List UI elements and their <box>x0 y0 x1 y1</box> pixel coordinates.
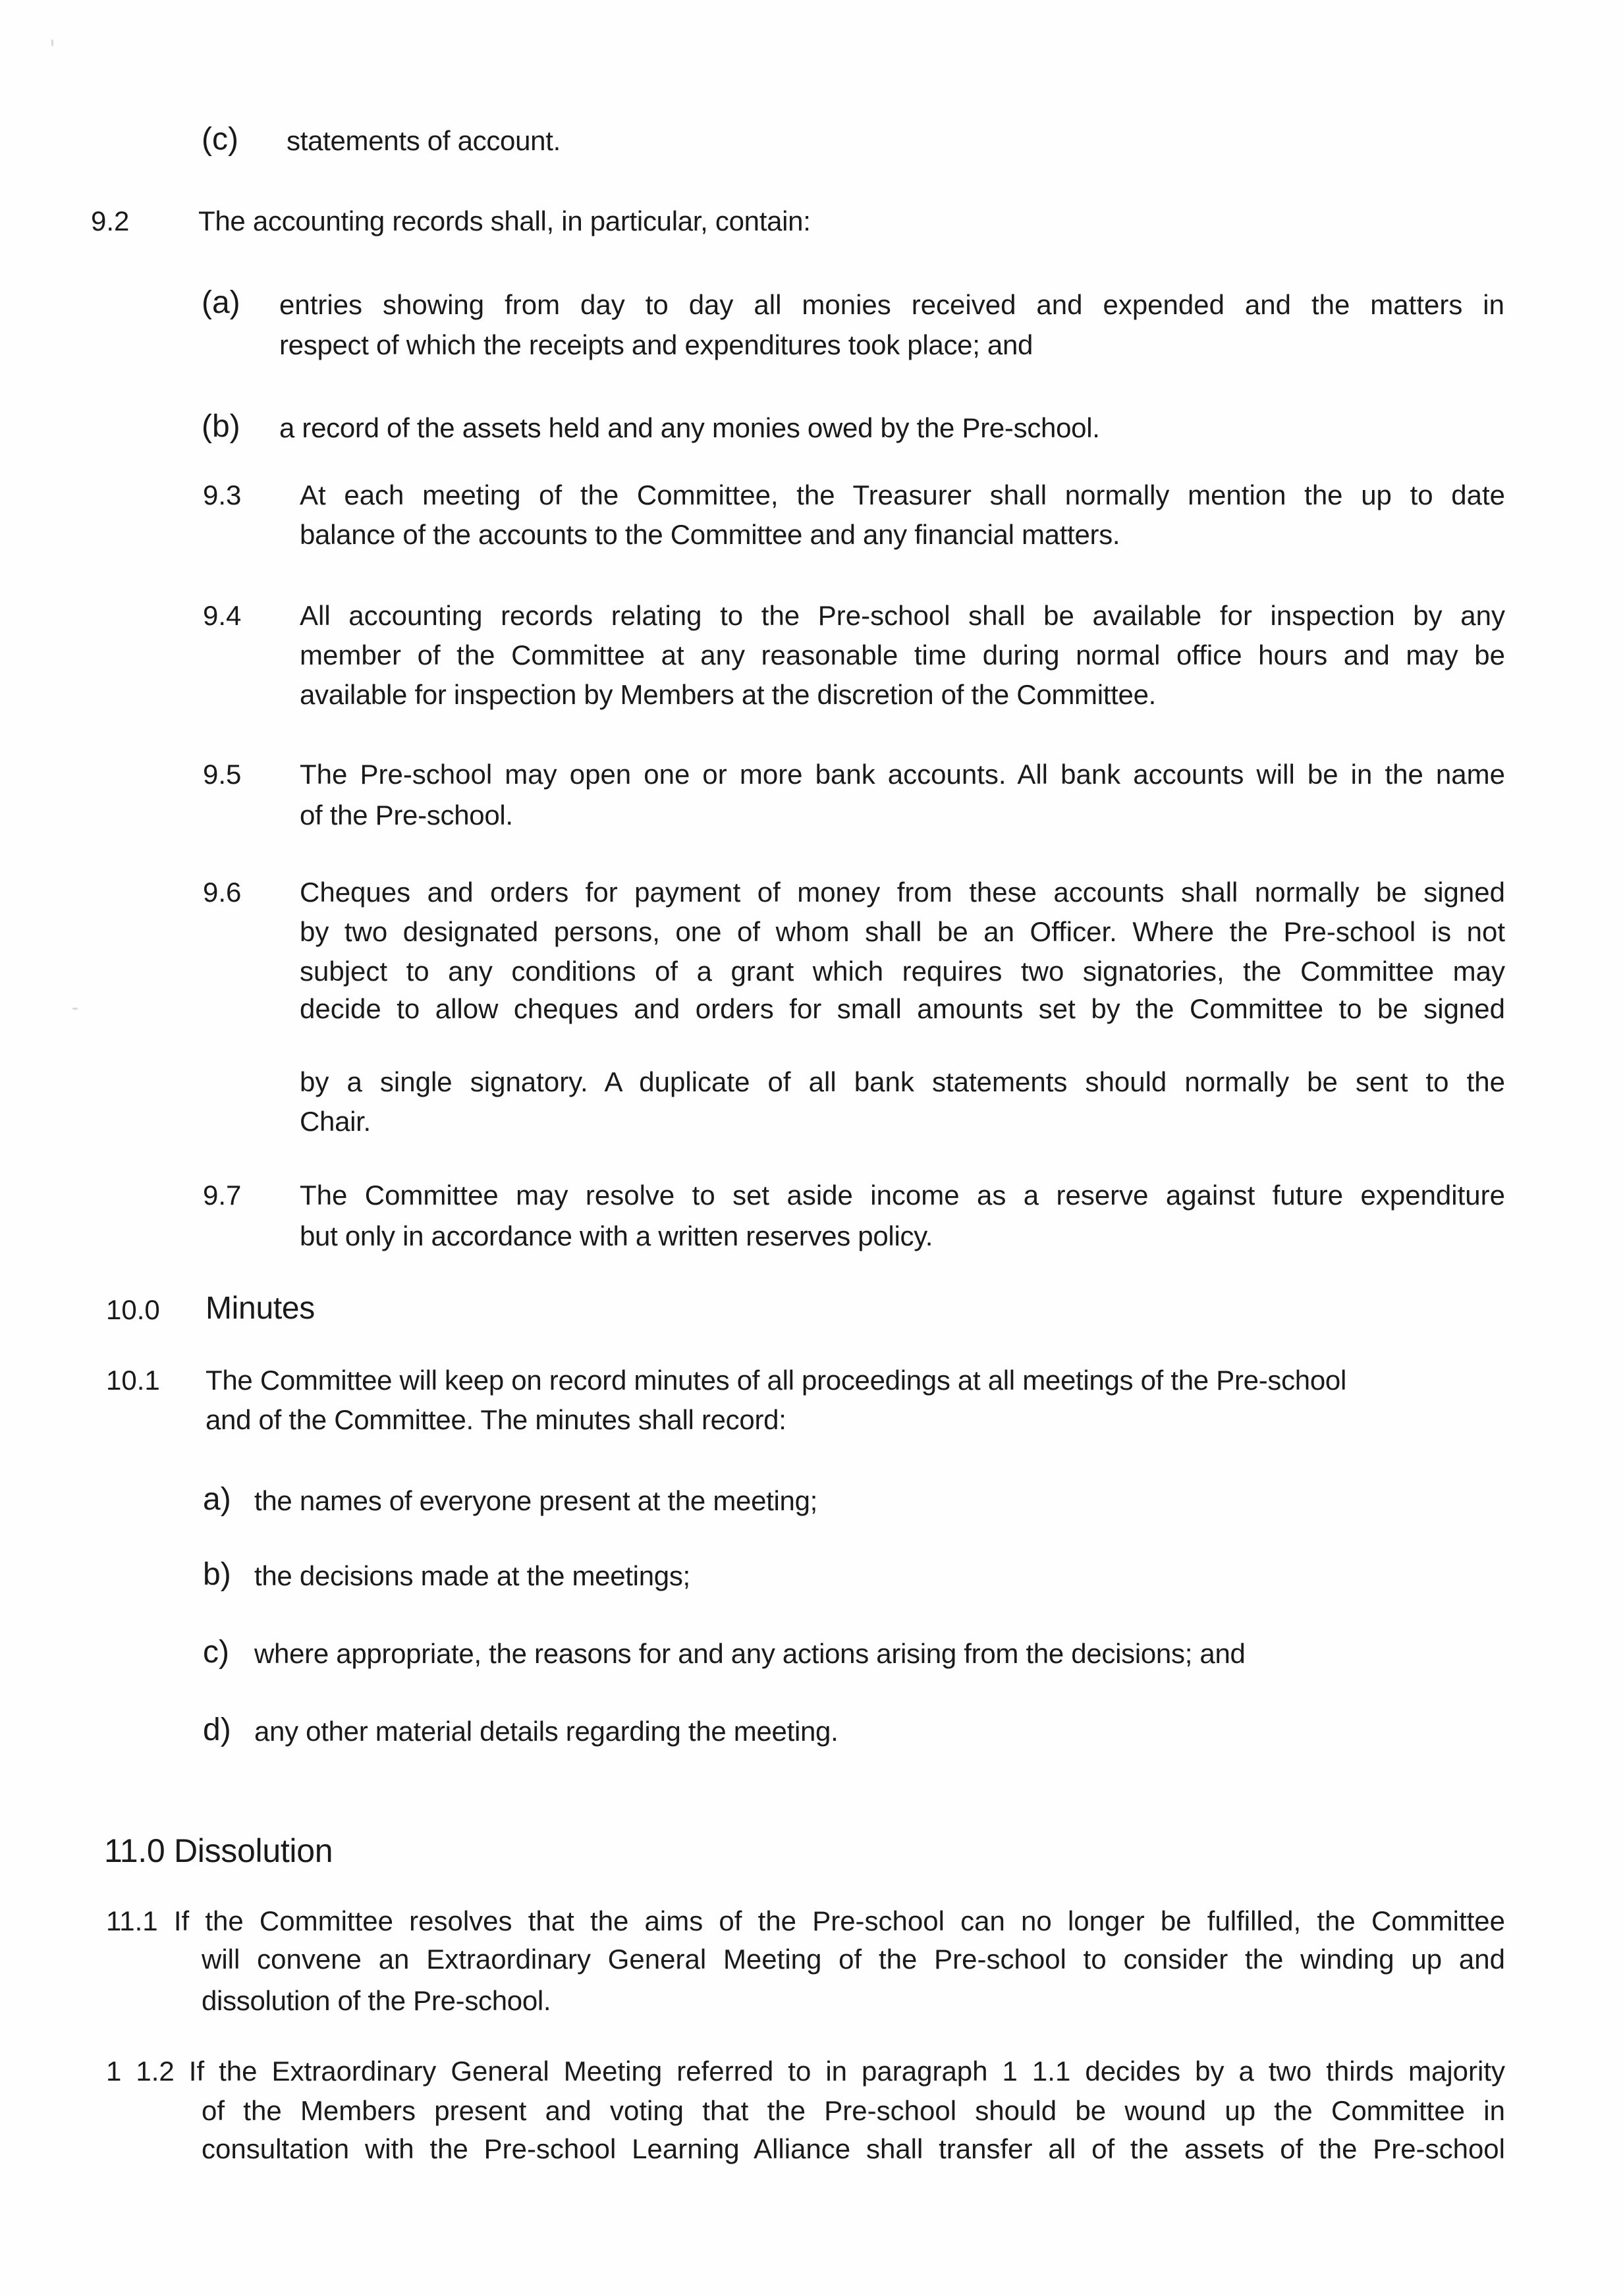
clause-number-9-2: 9.2 <box>91 205 130 236</box>
clause-number-9-6: 9.6 <box>203 877 242 908</box>
section-title-minutes: Minutes <box>206 1291 315 1326</box>
clause-text-11-1-line2: will convene an Extraordinary General Meeting of the Pre-school to consider the winding up and <box>202 1944 1505 1975</box>
clause-text-9-3-line1: At each meeting of the Committee, the Treasurer shall normally mention the up to date <box>300 479 1505 510</box>
minutes-item-text-a: the names of everyone present at the meeting; <box>254 1485 818 1516</box>
clause-number-9-5: 9.5 <box>203 759 242 790</box>
minutes-item-text-c: where appropriate, the reasons for and any actions arising from the decisions; and <box>254 1638 1246 1669</box>
item-text-b: a record of the assets held and any monies owed by the Pre-school. <box>279 412 1100 443</box>
clause-number-9-4: 9.4 <box>203 600 242 631</box>
minutes-item-label-d: d) <box>203 1712 231 1747</box>
clause-text-9-6-line3: subject to any conditions of a grant which requires two signatories, the Committee may <box>300 956 1505 987</box>
clause-text-11-2-line1: 1 1.2 If the Extraordinary General Meeting referred to in paragraph 1 1.1 decides by a two thirds majority <box>106 2056 1505 2087</box>
clause-text-11-2-line3: consultation with the Pre-school Learning Alliance shall transfer all of the assets of the Pre-school <box>202 2133 1505 2164</box>
clause-text-9-6-line5: by a single signatory. A duplicate of all bank statements should normally be sent to the <box>300 1066 1505 1097</box>
item-label-a: (a) <box>202 285 240 320</box>
clause-number-9-7: 9.7 <box>203 1180 242 1211</box>
clause-text-9-7-line1: The Committee may resolve to set aside income as a reserve against future expenditure <box>300 1180 1505 1211</box>
scan-speck <box>72 1008 78 1010</box>
item-label-c: (c) <box>202 122 238 157</box>
clause-text-10-1-line2: and of the Committee. The minutes shall record: <box>206 1404 786 1435</box>
clause-text-9-6-line1: Cheques and orders for payment of money from these accounts shall normally be signed <box>300 877 1505 908</box>
clause-text-9-4-line1: All accounting records relating to the Pre-school shall be available for inspection by any <box>300 600 1505 631</box>
clause-text-9-3-line2: balance of the accounts to the Committee and any financial matters. <box>300 519 1120 550</box>
minutes-item-text-b: the decisions made at the meetings; <box>254 1560 690 1591</box>
clause-text-11-1-line1: 11.1 If the Committee resolves that the aims of the Pre-school can no longer be fulfilled, the Committee <box>106 1905 1505 1936</box>
item-text-a-line2: respect of which the receipts and expenditures took place; and <box>279 329 1033 360</box>
scan-speck <box>51 40 53 46</box>
clause-text-11-1-line3: dissolution of the Pre-school. <box>202 1985 551 2016</box>
clause-number-10-1: 10.1 <box>106 1365 160 1396</box>
clause-text-10-1-line1: The Committee will keep on record minutes of all proceedings at all meetings of the Pre-school <box>206 1365 1346 1396</box>
clause-text-9-6-line2: by two designated persons, one of whom shall be an Officer. Where the Pre-school is not <box>300 916 1505 947</box>
clause-number-9-3: 9.3 <box>203 479 242 510</box>
clause-text-11-2-line2: of the Members present and voting that the Pre-school should be wound up the Committee in <box>202 2095 1505 2126</box>
clause-text-9-5-line2: of the Pre-school. <box>300 800 513 831</box>
item-text-a-line1: entries showing from day to day all monies received and expended and the matters in <box>279 289 1504 320</box>
minutes-item-text-d: any other material details regarding the meeting. <box>254 1716 839 1747</box>
clause-text-9-6-line4: decide to allow cheques and orders for small amounts set by the Committee to be signed <box>300 993 1505 1024</box>
clause-text-9-6-line6: Chair. <box>300 1106 371 1137</box>
clause-text-9-5-line1: The Pre-school may open one or more bank accounts. All bank accounts will be in the name <box>300 759 1505 790</box>
item-text-c: statements of account. <box>287 125 561 156</box>
clause-text-9-4-line3: available for inspection by Members at the discretion of the Committee. <box>300 679 1156 710</box>
minutes-item-label-b: b) <box>203 1557 231 1592</box>
minutes-item-label-a: a) <box>203 1482 231 1517</box>
clause-text-9-4-line2: member of the Committee at any reasonable time during normal office hours and may be <box>300 640 1505 670</box>
clause-text-9-7-line2: but only in accordance with a written reserves policy. <box>300 1220 933 1251</box>
section-number-10-0: 10.0 <box>106 1294 160 1325</box>
minutes-item-label-c: c) <box>203 1635 229 1670</box>
clause-text-9-2: The accounting records shall, in particular, contain: <box>198 205 811 236</box>
item-label-b: (b) <box>202 409 240 444</box>
section-heading-dissolution: 11.0 Dissolution <box>104 1832 333 1869</box>
